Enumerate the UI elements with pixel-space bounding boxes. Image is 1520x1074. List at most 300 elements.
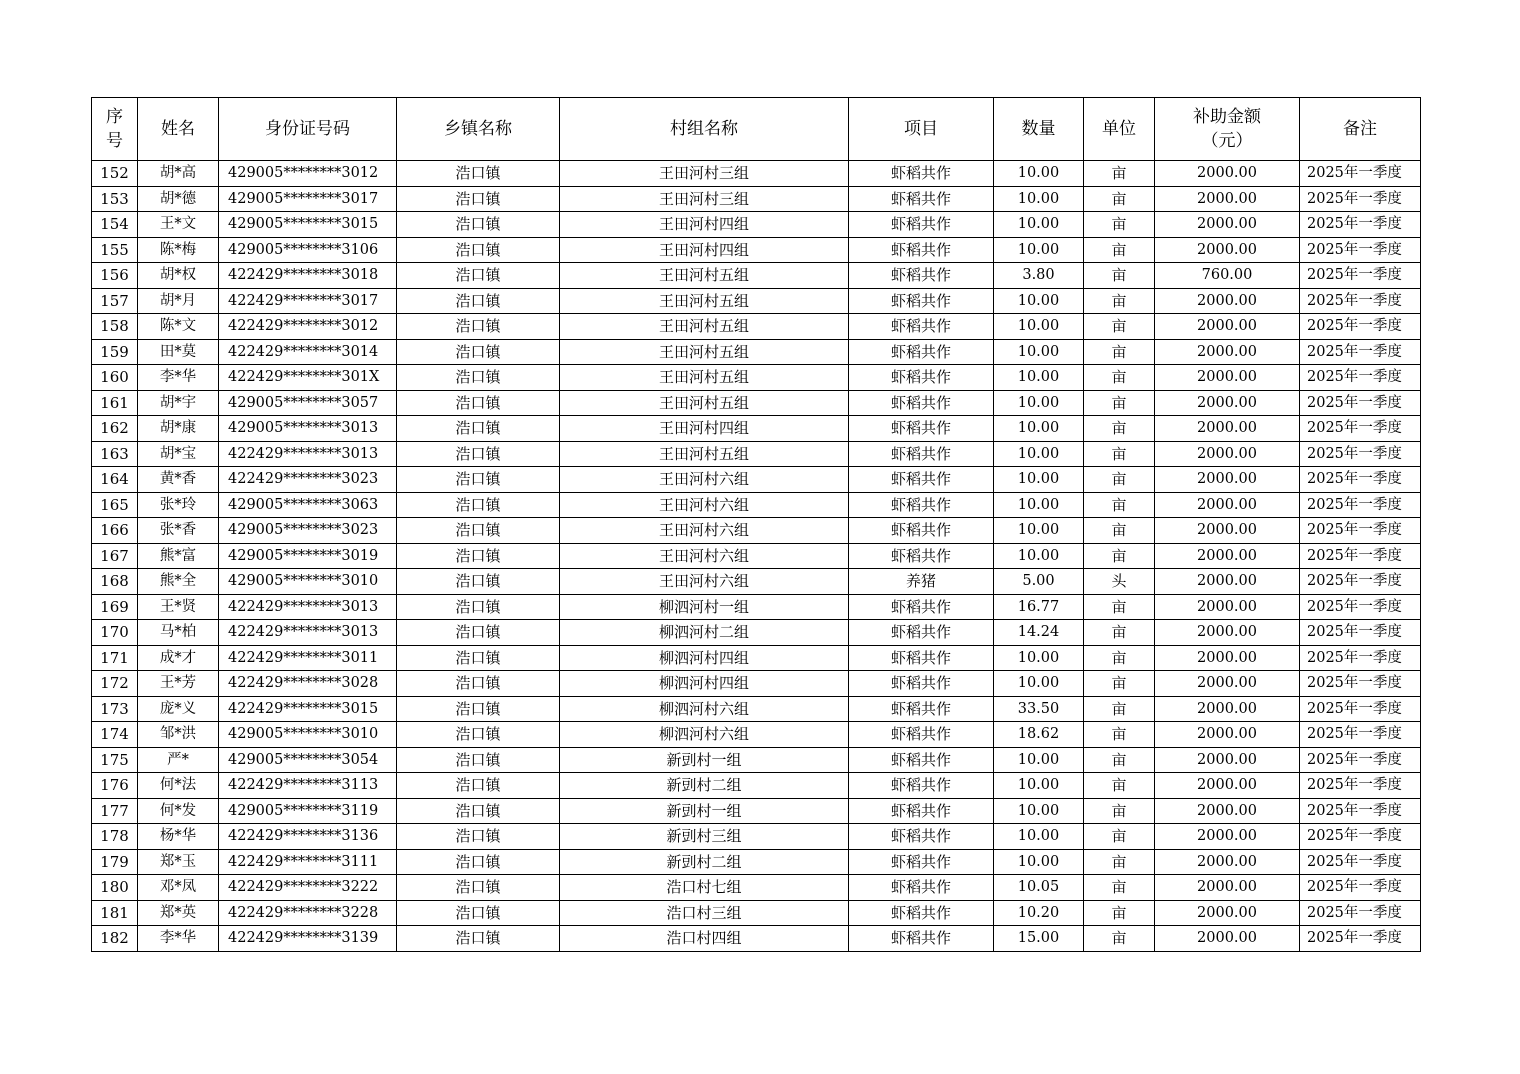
cell-amount: 2000.00: [1155, 441, 1300, 467]
table-row: [92, 314, 1421, 340]
cell-id: 429005********3015: [219, 212, 397, 238]
cell-project: 虾稻共作: [849, 798, 994, 824]
cell-amount: 2000.00: [1155, 390, 1300, 416]
table-row: [92, 390, 1421, 416]
table-row: [92, 696, 1421, 722]
cell-note: 2025年一季度: [1300, 900, 1421, 926]
cell-town: 浩口镇: [397, 543, 560, 569]
cell-qty: 10.00: [994, 492, 1084, 518]
cell-amount: 2000.00: [1155, 824, 1300, 850]
cell-unit: 亩: [1084, 288, 1155, 314]
cell-note: 2025年一季度: [1300, 237, 1421, 263]
header-amount: 补助金额 （元）: [1155, 98, 1300, 161]
cell-note: 2025年一季度: [1300, 722, 1421, 748]
cell-qty: 5.00: [994, 569, 1084, 595]
cell-project: 虾稻共作: [849, 288, 994, 314]
table-row: [92, 747, 1421, 773]
cell-id: 422429********3014: [219, 339, 397, 365]
cell-project: 虾稻共作: [849, 212, 994, 238]
cell-town: 浩口镇: [397, 390, 560, 416]
cell-name: 胡*月: [138, 288, 219, 314]
cell-village: 王田河村四组: [560, 212, 849, 238]
cell-qty: 14.24: [994, 620, 1084, 646]
cell-seq: 152: [92, 161, 138, 187]
cell-note: 2025年一季度: [1300, 620, 1421, 646]
cell-project: 虾稻共作: [849, 314, 994, 340]
cell-qty: 10.00: [994, 212, 1084, 238]
cell-seq: 181: [92, 900, 138, 926]
table-row: [92, 798, 1421, 824]
cell-seq: 155: [92, 237, 138, 263]
cell-unit: 头: [1084, 569, 1155, 595]
cell-qty: 16.77: [994, 594, 1084, 620]
cell-qty: 10.00: [994, 773, 1084, 799]
cell-qty: 3.80: [994, 263, 1084, 289]
cell-unit: 亩: [1084, 441, 1155, 467]
cell-unit: 亩: [1084, 237, 1155, 263]
cell-note: 2025年一季度: [1300, 671, 1421, 697]
table-row: [92, 645, 1421, 671]
cell-village: 王田河村五组: [560, 390, 849, 416]
cell-unit: 亩: [1084, 926, 1155, 952]
cell-qty: 33.50: [994, 696, 1084, 722]
cell-seq: 182: [92, 926, 138, 952]
cell-qty: 10.00: [994, 288, 1084, 314]
cell-id: 429005********3106: [219, 237, 397, 263]
cell-id: 422429********3228: [219, 900, 397, 926]
cell-town: 浩口镇: [397, 849, 560, 875]
cell-name: 庞*义: [138, 696, 219, 722]
cell-town: 浩口镇: [397, 594, 560, 620]
cell-name: 陈*文: [138, 314, 219, 340]
cell-id: 422429********3023: [219, 467, 397, 493]
table-row: [92, 773, 1421, 799]
cell-unit: 亩: [1084, 161, 1155, 187]
cell-village: 柳泗河村六组: [560, 696, 849, 722]
cell-id: 429005********3010: [219, 722, 397, 748]
cell-village: 王田河村六组: [560, 492, 849, 518]
cell-seq: 177: [92, 798, 138, 824]
cell-town: 浩口镇: [397, 339, 560, 365]
cell-amount: 2000.00: [1155, 543, 1300, 569]
cell-note: 2025年一季度: [1300, 569, 1421, 595]
table-row: [92, 671, 1421, 697]
cell-qty: 10.00: [994, 849, 1084, 875]
cell-project: 虾稻共作: [849, 849, 994, 875]
header-project: 项目: [849, 98, 994, 161]
cell-id: 422429********3013: [219, 620, 397, 646]
cell-village: 新剅村二组: [560, 773, 849, 799]
cell-town: 浩口镇: [397, 875, 560, 901]
cell-seq: 172: [92, 671, 138, 697]
cell-project: 虾稻共作: [849, 926, 994, 952]
table-row: [92, 569, 1421, 595]
cell-unit: 亩: [1084, 875, 1155, 901]
cell-village: 新剅村二组: [560, 849, 849, 875]
cell-name: 杨*华: [138, 824, 219, 850]
cell-note: 2025年一季度: [1300, 186, 1421, 212]
cell-amount: 2000.00: [1155, 671, 1300, 697]
cell-town: 浩口镇: [397, 288, 560, 314]
cell-amount: 2000.00: [1155, 365, 1300, 391]
cell-amount: 2000.00: [1155, 339, 1300, 365]
table-row: [92, 900, 1421, 926]
table-row: [92, 212, 1421, 238]
cell-name: 田*莫: [138, 339, 219, 365]
cell-note: 2025年一季度: [1300, 467, 1421, 493]
cell-qty: 10.00: [994, 314, 1084, 340]
cell-unit: 亩: [1084, 773, 1155, 799]
cell-seq: 176: [92, 773, 138, 799]
cell-note: 2025年一季度: [1300, 773, 1421, 799]
cell-project: 虾稻共作: [849, 645, 994, 671]
cell-qty: 10.00: [994, 339, 1084, 365]
cell-qty: 10.00: [994, 671, 1084, 697]
cell-seq: 161: [92, 390, 138, 416]
cell-note: 2025年一季度: [1300, 543, 1421, 569]
cell-town: 浩口镇: [397, 492, 560, 518]
cell-village: 王田河村五组: [560, 263, 849, 289]
table-body: [92, 161, 1421, 952]
cell-town: 浩口镇: [397, 926, 560, 952]
cell-town: 浩口镇: [397, 314, 560, 340]
cell-project: 虾稻共作: [849, 773, 994, 799]
cell-note: 2025年一季度: [1300, 645, 1421, 671]
cell-unit: 亩: [1084, 671, 1155, 697]
cell-unit: 亩: [1084, 849, 1155, 875]
header-seq: 序 号: [92, 98, 138, 161]
cell-name: 熊*富: [138, 543, 219, 569]
cell-project: 虾稻共作: [849, 237, 994, 263]
cell-unit: 亩: [1084, 416, 1155, 442]
cell-village: 新剅村一组: [560, 747, 849, 773]
cell-seq: 160: [92, 365, 138, 391]
cell-name: 胡*宝: [138, 441, 219, 467]
cell-unit: 亩: [1084, 798, 1155, 824]
table-row: [92, 543, 1421, 569]
cell-seq: 173: [92, 696, 138, 722]
cell-village: 王田河村四组: [560, 416, 849, 442]
cell-seq: 180: [92, 875, 138, 901]
cell-project: 虾稻共作: [849, 467, 994, 493]
header-village: 村组名称: [560, 98, 849, 161]
cell-unit: 亩: [1084, 620, 1155, 646]
cell-name: 李*华: [138, 365, 219, 391]
cell-project: 虾稻共作: [849, 518, 994, 544]
cell-town: 浩口镇: [397, 900, 560, 926]
cell-town: 浩口镇: [397, 518, 560, 544]
cell-note: 2025年一季度: [1300, 594, 1421, 620]
cell-name: 熊*全: [138, 569, 219, 595]
cell-unit: 亩: [1084, 390, 1155, 416]
cell-town: 浩口镇: [397, 186, 560, 212]
cell-id: 422429********3139: [219, 926, 397, 952]
cell-id: 422429********3028: [219, 671, 397, 697]
cell-project: 虾稻共作: [849, 441, 994, 467]
cell-id: 429005********3119: [219, 798, 397, 824]
cell-town: 浩口镇: [397, 620, 560, 646]
header-name: 姓名: [138, 98, 219, 161]
cell-qty: 10.05: [994, 875, 1084, 901]
cell-village: 王田河村六组: [560, 518, 849, 544]
cell-qty: 10.00: [994, 416, 1084, 442]
cell-id: 429005********3013: [219, 416, 397, 442]
table-row: [92, 467, 1421, 493]
cell-qty: 10.00: [994, 518, 1084, 544]
cell-name: 马*柏: [138, 620, 219, 646]
cell-village: 王田河村六组: [560, 467, 849, 493]
cell-note: 2025年一季度: [1300, 263, 1421, 289]
header-id: 身份证号码: [219, 98, 397, 161]
cell-village: 柳泗河村一组: [560, 594, 849, 620]
cell-project: 虾稻共作: [849, 492, 994, 518]
cell-name: 成*才: [138, 645, 219, 671]
cell-village: 柳泗河村六组: [560, 722, 849, 748]
cell-amount: 2000.00: [1155, 875, 1300, 901]
cell-project: 虾稻共作: [849, 620, 994, 646]
cell-amount: 2000.00: [1155, 492, 1300, 518]
cell-project: 虾稻共作: [849, 263, 994, 289]
cell-id: 429005********3023: [219, 518, 397, 544]
cell-unit: 亩: [1084, 339, 1155, 365]
table-row: [92, 161, 1421, 187]
cell-seq: 157: [92, 288, 138, 314]
cell-amount: 2000.00: [1155, 212, 1300, 238]
cell-name: 王*文: [138, 212, 219, 238]
table-row: [92, 824, 1421, 850]
cell-amount: 760.00: [1155, 263, 1300, 289]
header-unit: 单位: [1084, 98, 1155, 161]
header-row: [92, 98, 1421, 161]
cell-name: 王*芳: [138, 671, 219, 697]
cell-note: 2025年一季度: [1300, 492, 1421, 518]
cell-project: 虾稻共作: [849, 875, 994, 901]
cell-project: 虾稻共作: [849, 365, 994, 391]
cell-seq: 158: [92, 314, 138, 340]
cell-id: 422429********3015: [219, 696, 397, 722]
cell-qty: 10.20: [994, 900, 1084, 926]
cell-town: 浩口镇: [397, 467, 560, 493]
cell-project: 虾稻共作: [849, 186, 994, 212]
cell-village: 柳泗河村二组: [560, 620, 849, 646]
cell-seq: 163: [92, 441, 138, 467]
cell-village: 王田河村五组: [560, 339, 849, 365]
cell-note: 2025年一季度: [1300, 314, 1421, 340]
cell-note: 2025年一季度: [1300, 288, 1421, 314]
cell-note: 2025年一季度: [1300, 875, 1421, 901]
cell-unit: 亩: [1084, 314, 1155, 340]
cell-id: 422429********3013: [219, 594, 397, 620]
cell-amount: 2000.00: [1155, 645, 1300, 671]
cell-project: 虾稻共作: [849, 594, 994, 620]
cell-unit: 亩: [1084, 365, 1155, 391]
cell-amount: 2000.00: [1155, 747, 1300, 773]
cell-qty: 10.00: [994, 543, 1084, 569]
cell-qty: 10.00: [994, 467, 1084, 493]
cell-id: 422429********3113: [219, 773, 397, 799]
table-row: [92, 237, 1421, 263]
cell-note: 2025年一季度: [1300, 339, 1421, 365]
table-row: [92, 722, 1421, 748]
cell-unit: 亩: [1084, 518, 1155, 544]
cell-id: 429005********3063: [219, 492, 397, 518]
cell-name: 王*贤: [138, 594, 219, 620]
table-row: [92, 186, 1421, 212]
cell-town: 浩口镇: [397, 824, 560, 850]
table-row: [92, 594, 1421, 620]
cell-unit: 亩: [1084, 747, 1155, 773]
cell-seq: 179: [92, 849, 138, 875]
cell-note: 2025年一季度: [1300, 798, 1421, 824]
cell-name: 胡*宇: [138, 390, 219, 416]
cell-project: 虾稻共作: [849, 161, 994, 187]
cell-unit: 亩: [1084, 824, 1155, 850]
cell-unit: 亩: [1084, 263, 1155, 289]
table-row: [92, 492, 1421, 518]
cell-project: 虾稻共作: [849, 416, 994, 442]
header-town: 乡镇名称: [397, 98, 560, 161]
cell-id: 429005********3010: [219, 569, 397, 595]
table-row: [92, 518, 1421, 544]
cell-note: 2025年一季度: [1300, 212, 1421, 238]
cell-seq: 159: [92, 339, 138, 365]
cell-village: 王田河村三组: [560, 186, 849, 212]
cell-seq: 166: [92, 518, 138, 544]
cell-seq: 167: [92, 543, 138, 569]
cell-name: 张*玲: [138, 492, 219, 518]
cell-note: 2025年一季度: [1300, 926, 1421, 952]
cell-name: 邹*洪: [138, 722, 219, 748]
cell-seq: 174: [92, 722, 138, 748]
cell-qty: 10.00: [994, 161, 1084, 187]
cell-town: 浩口镇: [397, 696, 560, 722]
cell-amount: 2000.00: [1155, 237, 1300, 263]
cell-project: 虾稻共作: [849, 543, 994, 569]
cell-qty: 15.00: [994, 926, 1084, 952]
cell-name: 邓*凤: [138, 875, 219, 901]
cell-unit: 亩: [1084, 645, 1155, 671]
cell-note: 2025年一季度: [1300, 161, 1421, 187]
cell-name: 胡*高: [138, 161, 219, 187]
cell-id: 422429********3136: [219, 824, 397, 850]
table-row: [92, 288, 1421, 314]
cell-town: 浩口镇: [397, 645, 560, 671]
cell-amount: 2000.00: [1155, 518, 1300, 544]
cell-town: 浩口镇: [397, 722, 560, 748]
cell-town: 浩口镇: [397, 237, 560, 263]
cell-seq: 164: [92, 467, 138, 493]
cell-seq: 165: [92, 492, 138, 518]
cell-amount: 2000.00: [1155, 900, 1300, 926]
cell-qty: 10.00: [994, 390, 1084, 416]
cell-amount: 2000.00: [1155, 722, 1300, 748]
cell-project: 虾稻共作: [849, 671, 994, 697]
cell-village: 新剅村一组: [560, 798, 849, 824]
cell-amount: 2000.00: [1155, 416, 1300, 442]
cell-amount: 2000.00: [1155, 926, 1300, 952]
cell-village: 浩口村七组: [560, 875, 849, 901]
cell-amount: 2000.00: [1155, 696, 1300, 722]
cell-id: 422429********3011: [219, 645, 397, 671]
cell-note: 2025年一季度: [1300, 747, 1421, 773]
cell-project: 养猪: [849, 569, 994, 595]
cell-note: 2025年一季度: [1300, 441, 1421, 467]
cell-id: 422429********3012: [219, 314, 397, 340]
cell-village: 王田河村六组: [560, 569, 849, 595]
cell-name: 郑*玉: [138, 849, 219, 875]
cell-note: 2025年一季度: [1300, 824, 1421, 850]
cell-amount: 2000.00: [1155, 798, 1300, 824]
cell-name: 李*华: [138, 926, 219, 952]
cell-project: 虾稻共作: [849, 339, 994, 365]
cell-project: 虾稻共作: [849, 747, 994, 773]
cell-amount: 2000.00: [1155, 849, 1300, 875]
cell-id: 429005********3017: [219, 186, 397, 212]
cell-village: 新剅村三组: [560, 824, 849, 850]
cell-note: 2025年一季度: [1300, 416, 1421, 442]
cell-note: 2025年一季度: [1300, 696, 1421, 722]
cell-unit: 亩: [1084, 186, 1155, 212]
cell-id: 422429********3018: [219, 263, 397, 289]
cell-town: 浩口镇: [397, 747, 560, 773]
cell-seq: 175: [92, 747, 138, 773]
cell-unit: 亩: [1084, 492, 1155, 518]
cell-town: 浩口镇: [397, 798, 560, 824]
cell-qty: 10.00: [994, 365, 1084, 391]
cell-id: 422429********3013: [219, 441, 397, 467]
cell-name: 胡*权: [138, 263, 219, 289]
cell-town: 浩口镇: [397, 441, 560, 467]
table-row: [92, 441, 1421, 467]
cell-note: 2025年一季度: [1300, 390, 1421, 416]
cell-qty: 10.00: [994, 186, 1084, 212]
cell-seq: 156: [92, 263, 138, 289]
cell-town: 浩口镇: [397, 263, 560, 289]
cell-village: 王田河村五组: [560, 365, 849, 391]
cell-seq: 169: [92, 594, 138, 620]
table-row: [92, 416, 1421, 442]
cell-id: 429005********3019: [219, 543, 397, 569]
cell-village: 王田河村五组: [560, 314, 849, 340]
cell-qty: 10.00: [994, 747, 1084, 773]
cell-name: 郑*英: [138, 900, 219, 926]
cell-amount: 2000.00: [1155, 569, 1300, 595]
cell-village: 王田河村六组: [560, 543, 849, 569]
cell-qty: 10.00: [994, 824, 1084, 850]
cell-id: 429005********3012: [219, 161, 397, 187]
cell-id: 422429********3111: [219, 849, 397, 875]
cell-id: 429005********3054: [219, 747, 397, 773]
cell-unit: 亩: [1084, 467, 1155, 493]
cell-seq: 178: [92, 824, 138, 850]
cell-seq: 153: [92, 186, 138, 212]
table-row: [92, 365, 1421, 391]
cell-village: 王田河村五组: [560, 441, 849, 467]
cell-seq: 162: [92, 416, 138, 442]
cell-village: 浩口村四组: [560, 926, 849, 952]
table-row: [92, 875, 1421, 901]
cell-unit: 亩: [1084, 212, 1155, 238]
cell-qty: 10.00: [994, 798, 1084, 824]
cell-amount: 2000.00: [1155, 467, 1300, 493]
cell-project: 虾稻共作: [849, 696, 994, 722]
cell-qty: 10.00: [994, 237, 1084, 263]
cell-name: 陈*梅: [138, 237, 219, 263]
cell-project: 虾稻共作: [849, 390, 994, 416]
cell-unit: 亩: [1084, 900, 1155, 926]
cell-town: 浩口镇: [397, 365, 560, 391]
cell-note: 2025年一季度: [1300, 849, 1421, 875]
